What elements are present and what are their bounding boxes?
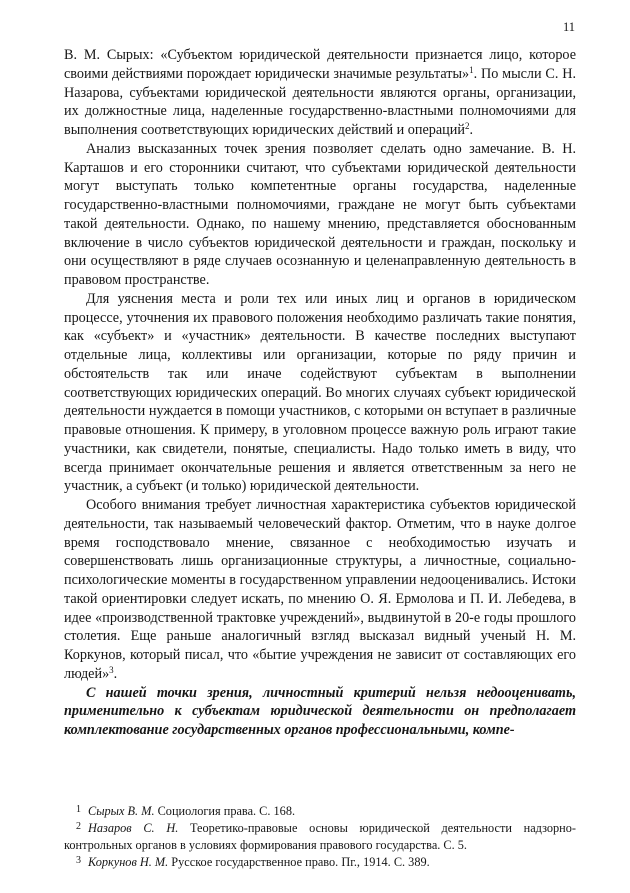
footnote-ref: 1 [469, 64, 474, 75]
footnote-ref: 2 [464, 121, 470, 131]
paragraph-3: Для уяснения места и роли тех или иных лиц и органов в юридическом процессе, уточнения их правового положения необходимо различать такие понятия, как «субъект» и «участник» деятельности. В качестве последних выступают отдельные лица, коллективы или организации, которые по ряду причин и обстоятельств так или иначе содействуют субъектам в выполнении соответствующих юридических операций. Во многих случаях субъект юридической деятельности нуждается в помощи участников, с которыми он вступает в различные правовые отношения. К примеру, в уголовном процессе важную роль играют такие участники, как свидетели, понятые, специалисты. Надо только иметь в виду, что всегда принимает окончательные решения и является ответственным за него не участник, а субъект (и только) юридической деятельности. [64, 290, 576, 495]
paragraph-text: Особого внимания требует личностная характеристика субъектов юридической деятельности, так называемый человеческий фактор. Отметим, что в науке долгое время господствовало мнение, связанное с необходимостью изучать и совершенствовать лишь организационные структуры, а личностные, социально-психологические моменты в государственном управлении недооценивались. Истоки такой ориентировки следует искать, по мнению О. Я. Ермолова и П. И. Лебедева, в идее «производственной трактовке учреждений», выдвинутой в 20-е годы прошлого столетия. Еще раньше аналогичный взгляд высказал видный ученый Н. М. Коркунов, который писал, что «бытие учреждения не зависит от составляющих его людей» [64, 497, 576, 682]
footnote-ref: 3 [109, 664, 114, 675]
paragraph-text: . [113, 665, 118, 682]
footnotes [64, 803, 576, 871]
paragraph-text: В. М. Сырых: «Субъектом юридической деятельности признается лицо, которое своими действиями порождает юридически значимые результаты» [64, 47, 576, 82]
paragraph-4 [64, 496, 576, 684]
footnote-text: Социология права. С. 168. [154, 804, 296, 818]
main-text [64, 46, 576, 740]
footnote-author: Коркунов Н. М. [88, 855, 169, 869]
footnote-author: Сырых В. М. [88, 804, 155, 818]
paragraph-2: Анализ высказанных точек зрения позволяет сделать одно замечание. В. Н. Карташов и его сторонники считают, что субъектами юридической деятельности могут выступать только компетентные органы государства, наделенные государственно-властными полномочиями, граждане не могут быть субъектами такой деятельности. Однако, по нашему мнению, представляется обоснованным включение в число субъектов юридической деятельности и граждан, поскольку и они осуществляют в ряде случаев осознанную и целенаправленную деятельность в правовом пространстве. [64, 140, 576, 288]
footnote-3: 3 Коркунов Н. М. Русское государственное право. Пг., 1914. С. 389. [76, 855, 430, 869]
paragraph-text: . [469, 122, 473, 138]
footnote-2: 2 Назаров С. Н. Теоретико-правовые основы юридической деятельности надзорно-контрольных органов в условиях формирования правового государства. С. 5. [64, 821, 576, 852]
page-number: 11 [563, 20, 576, 34]
footnote-text: Русское государственное право. Пг., 1914. С. 389. [168, 855, 430, 869]
footnote-author: Назаров С. Н. [88, 821, 179, 835]
footnote-1: 1 Сырых В. М. Социология права. С. 168. [76, 804, 296, 818]
paragraph-1 [64, 46, 576, 140]
footnote-text: Теоретико-правовые основы юридической деятельности надзорно-контрольных органов в условиях формирования правового государства. С. 5. [64, 821, 576, 852]
paragraph-5 [64, 684, 576, 740]
emphasized-text: С нашей точки зрения, личностный критерий нельзя недооценивать, применительно к субъектам юридической деятельности он предполагает комплектование государственных органов профессиональными, компе- [64, 684, 576, 738]
paragraph-text: . По мысли С. Н. Назарова, субъектами юридической деятельности являются органы, организации, их должностные лица, наделенные государственно-властными полномочиями для выполнения соответствующих юридических действий и операций [64, 65, 576, 138]
